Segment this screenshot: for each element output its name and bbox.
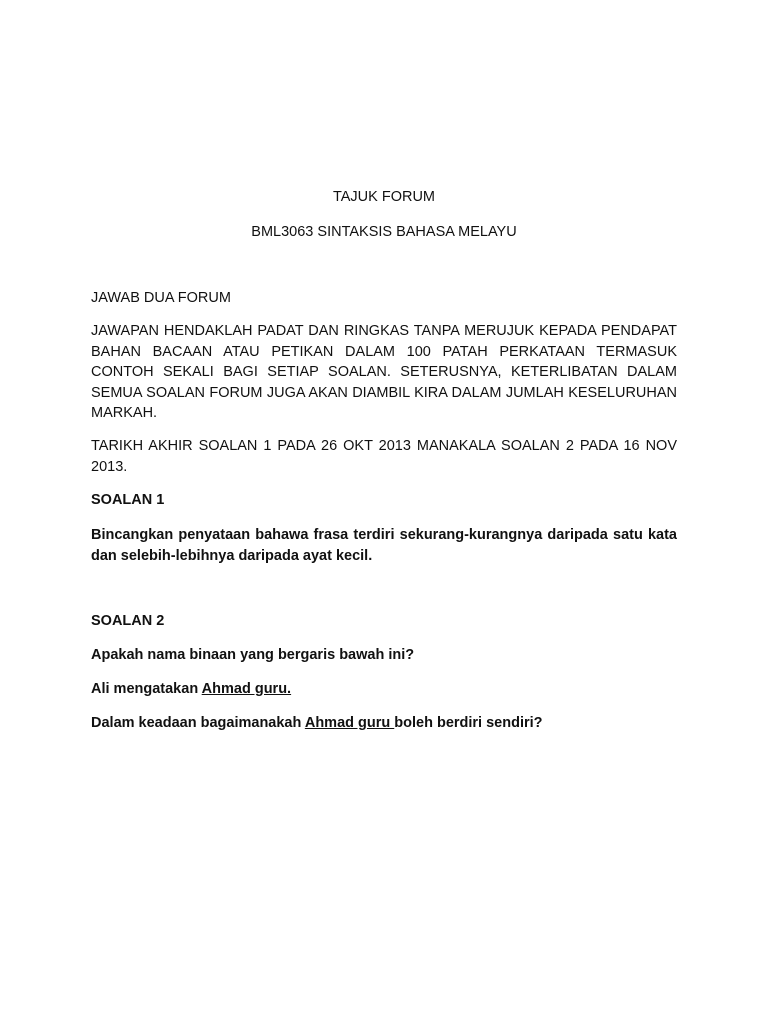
question-2-line-3-suffix: boleh berdiri sendiri? xyxy=(394,715,543,731)
underlined-phrase-repeat: Ahmad guru xyxy=(304,715,395,731)
instruction-heading: JAWAB DUA FORUM xyxy=(91,290,231,306)
question-2-line-2 xyxy=(91,679,677,700)
instruction-paragraph: JAWAPAN HENDAKLAH PADAT DAN RINGKAS TANPA MERUJUK KEPADA PENDAPAT BAHAN BACAAN ATAU PETIKAN DALAM 100 PATAH PERKATAAN TERMASUK CONTOH SEKALI BAGI SETIAP SOALAN. SETERUSNYA, KETERLIBATAN DALAM SEMUA SOALAN FORUM JUGA AKAN DIAMBIL KIRA DALAM JUMLAH KESELURUHAN MARKAH. xyxy=(91,323,677,421)
deadline-paragraph: TARIKH AKHIR SOALAN 1 PADA 26 OKT 2013 MANAKALA SOALAN 2 PADA 16 NOV 2013. xyxy=(91,438,677,475)
question-2-line-2-prefix: Ali mengatakan xyxy=(91,681,202,697)
question-2-heading: SOALAN 2 xyxy=(91,613,165,629)
question-1-heading: SOALAN 1 xyxy=(91,492,165,508)
course-title: BML3063 SINTAKSIS BAHASA MELAYU xyxy=(251,224,517,240)
question-2-line-3 xyxy=(91,713,677,734)
forum-title: TAJUK FORUM xyxy=(332,189,436,205)
question-2-line-1: Apakah nama binaan yang bergaris bawah ini? xyxy=(91,647,415,663)
question-2-line-3-prefix: Dalam keadaan bagaimanakah xyxy=(91,715,305,731)
underlined-phrase: Ahmad guru. xyxy=(201,681,292,697)
question-1-text: Bincangkan penyataan bahawa frasa terdiri sekurang-kurangnya daripada satu kata dan selebih-lebihnya daripada ayat kecil. xyxy=(91,527,677,564)
